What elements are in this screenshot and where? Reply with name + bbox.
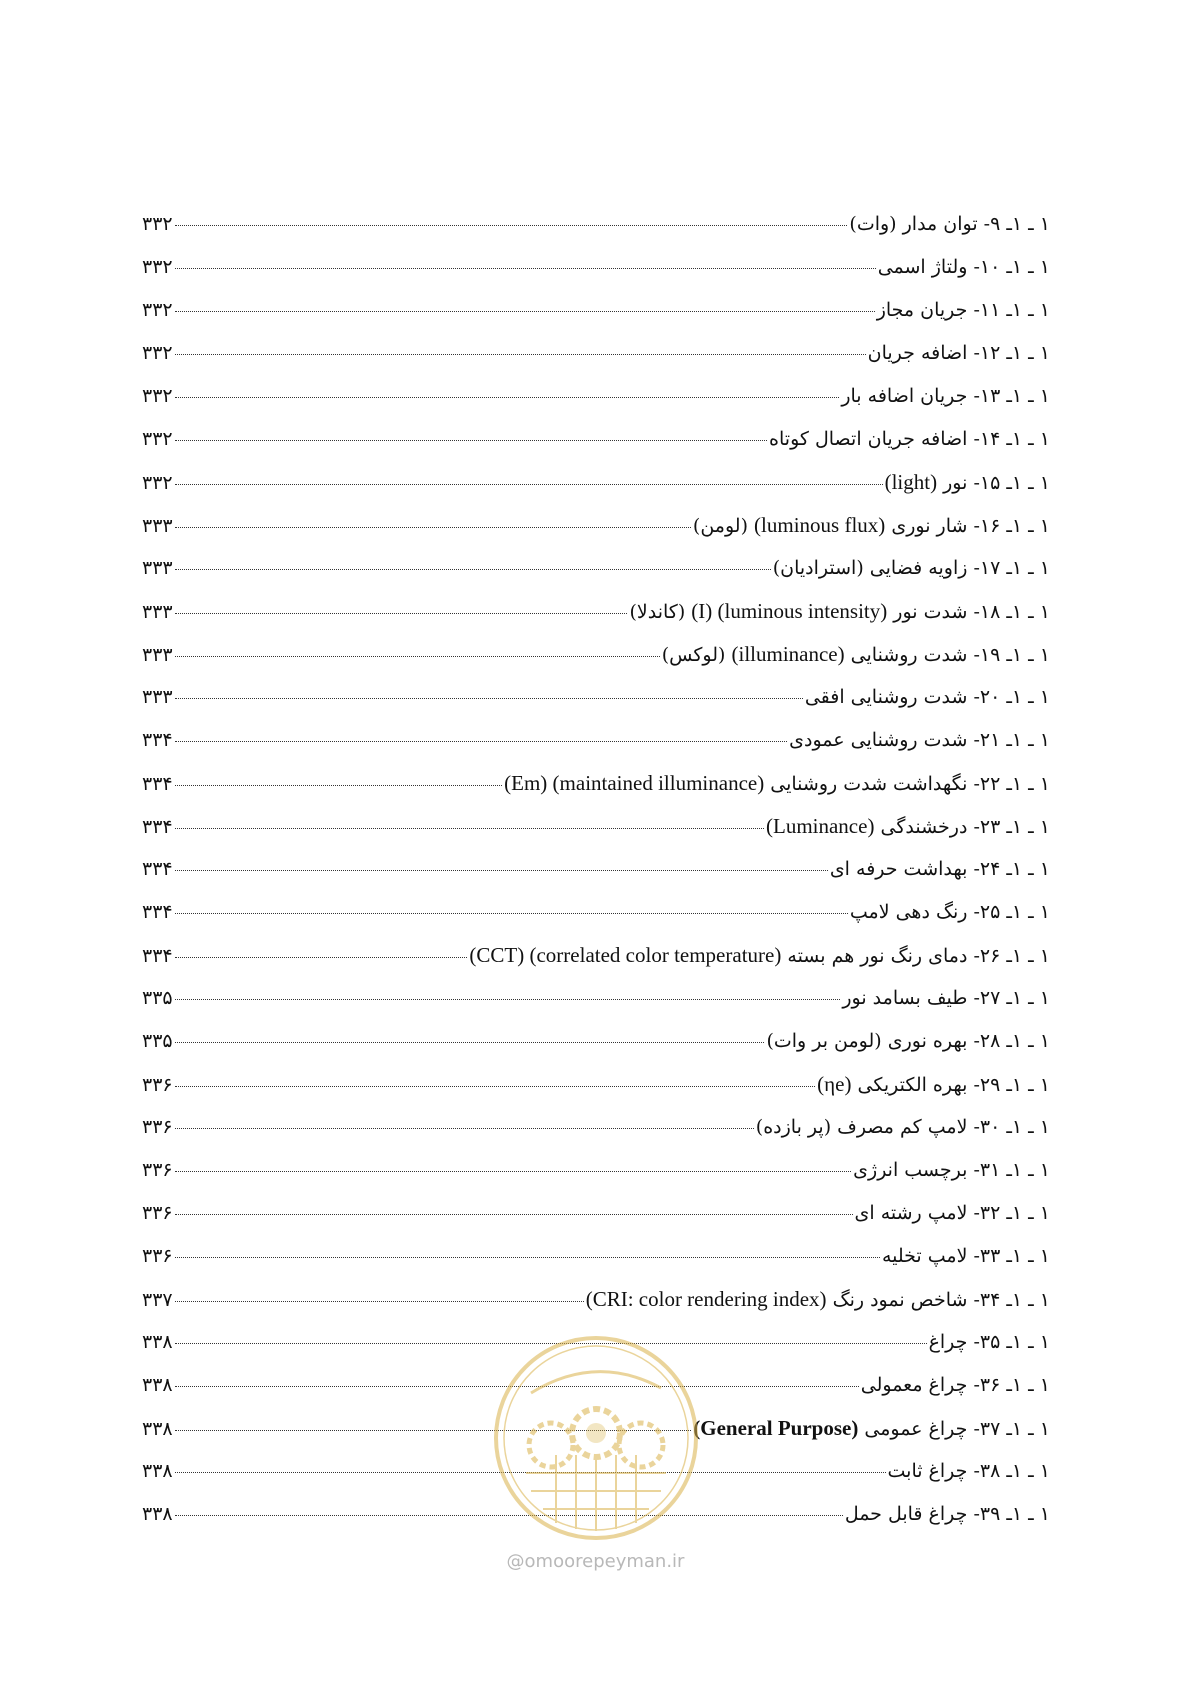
toc-dot-leader — [175, 999, 841, 1000]
toc-dot-leader — [175, 957, 468, 958]
toc-entry[interactable] — [142, 986, 1050, 1029]
toc-entry-text: ۱ ـ ۱ـ ۱۹- شدت روشنایی — [844, 644, 1050, 666]
toc-dot-leader — [175, 1257, 880, 1258]
toc-entry-title — [878, 255, 1050, 279]
toc-entry-title — [469, 943, 1050, 968]
toc-entry[interactable] — [142, 1115, 1050, 1158]
toc-entry-text: ۱ ـ ۱ـ ۲۳- درخشندگی — [874, 816, 1050, 838]
toc-page-number: ۳۳۸ — [142, 1331, 173, 1353]
toc-entry[interactable] — [142, 1287, 1050, 1330]
toc-entry[interactable] — [142, 857, 1050, 900]
toc-entry-latin-term: (light) — [884, 470, 938, 494]
toc-entry-text: ۱ ـ ۱ـ ۲۵- رنگ دهی لامپ — [849, 901, 1050, 923]
toc-dot-leader — [175, 741, 788, 742]
toc-entry-text: ۱ ـ ۱ـ ۳۹- چراغ قابل حمل — [844, 1503, 1050, 1525]
toc-entry-title — [855, 1201, 1051, 1225]
toc-entry-text: ۱ ـ ۱ـ ۱۲- اضافه جریان — [867, 342, 1050, 364]
toc-entry[interactable] — [142, 255, 1050, 298]
toc-page-number: ۳۳۲ — [142, 299, 173, 321]
toc-entry-title — [929, 1330, 1050, 1354]
toc-entry[interactable] — [142, 814, 1050, 857]
toc-entry-title — [882, 1244, 1050, 1268]
watermark-logo — [491, 1333, 701, 1543]
toc-entry-latin-term: (Luminance) — [766, 814, 875, 838]
toc-entry-title — [504, 771, 1050, 796]
toc-entry-text: ۱ ـ ۱ـ ۲۹- بهره الکتریکی — [851, 1074, 1050, 1096]
toc-entry-text: ۱ ـ ۱ـ ۲۶- دمای رنگ نور هم بسته — [781, 945, 1050, 967]
toc-dot-leader — [175, 613, 628, 614]
toc-entry-text: ۱ ـ ۱ـ ۲۲- نگهداشت شدت روشنایی — [764, 773, 1050, 795]
toc-entry[interactable] — [142, 642, 1050, 685]
toc-entry[interactable] — [142, 1201, 1050, 1244]
toc-entry-unit: (کاندلا) — [629, 601, 692, 623]
toc-entry-title — [629, 599, 1050, 624]
toc-entry[interactable] — [142, 771, 1050, 814]
toc-page-number: ۳۳۲ — [142, 256, 173, 278]
toc-entry-text: ۱ ـ ۱ـ ۲۴- بهداشت حرفه ای — [829, 858, 1050, 880]
toc-entry[interactable] — [142, 943, 1050, 986]
toc-entry-title — [850, 900, 1050, 924]
toc-entry[interactable] — [142, 1244, 1050, 1287]
toc-entry-title — [877, 298, 1050, 322]
toc-entry-text: ۱ ـ ۱ـ ۱۳- جریان اضافه بار — [841, 385, 1050, 407]
toc-entry-text: ۱ ـ ۱ـ ۳۷- چراغ عمومی — [858, 1418, 1050, 1440]
toc-entry-text: ۱ ـ ۱ـ ۱۸- شدت نور — [887, 601, 1050, 623]
toc-entry-title — [756, 1115, 1050, 1139]
toc-entry[interactable] — [142, 599, 1050, 642]
toc-entry-title — [842, 986, 1050, 1010]
toc-entry[interactable] — [142, 556, 1050, 599]
toc-entry[interactable] — [142, 728, 1050, 771]
toc-dot-leader — [175, 527, 691, 528]
toc-page-number: ۳۳۲ — [142, 472, 173, 494]
toc-entry-text: ۱ ـ ۱ـ ۳۸- چراغ ثابت — [887, 1460, 1050, 1482]
toc-page-number: ۳۳۶ — [142, 1159, 173, 1181]
toc-entry-text: ۱ ـ ۱ـ ۱۶- شار نوری — [885, 515, 1050, 537]
toc-entry-title — [830, 857, 1050, 881]
toc-page-number: ۳۳۳ — [142, 686, 173, 708]
toc-entry[interactable] — [142, 384, 1050, 427]
toc-entry-title — [805, 685, 1050, 709]
toc-page-number: ۳۳۳ — [142, 601, 173, 623]
toc-page-number: ۳۳۴ — [142, 729, 173, 751]
toc-dot-leader — [175, 656, 660, 657]
toc-entry[interactable] — [142, 1072, 1050, 1115]
toc-entry[interactable] — [142, 1029, 1050, 1072]
toc-entry-title — [773, 556, 1050, 580]
toc-entry-text: ۱ ـ ۱ـ ۲۰- شدت روشنایی افقی — [804, 686, 1050, 708]
toc-page-number: ۳۳۲ — [142, 428, 173, 450]
toc-entry-latin-term: (CRI: color rendering index) — [585, 1287, 827, 1311]
toc-entry-text: ۱ ـ ۱ـ ۱۱- جریان مجاز — [876, 299, 1050, 321]
toc-entry-latin-term: (General Purpose) — [693, 1416, 859, 1440]
toc-entry-title — [662, 642, 1050, 667]
toc-dot-leader — [175, 268, 876, 269]
toc-dot-leader — [175, 1128, 754, 1129]
toc-page-number: ۳۳۸ — [142, 1374, 173, 1396]
toc-dot-leader — [175, 397, 840, 398]
toc-page-number: ۳۳۵ — [142, 1030, 173, 1052]
toc-entry-title — [817, 1072, 1050, 1097]
toc-page-number: ۳۳۴ — [142, 901, 173, 923]
watermark-site: @omoorepeyman.ir — [506, 1551, 685, 1572]
toc-entry-title — [888, 1459, 1051, 1483]
toc-page-number: ۳۳۸ — [142, 1460, 173, 1482]
toc-entry[interactable] — [142, 1158, 1050, 1201]
toc-entry-title — [766, 814, 1050, 839]
toc-entry-title — [868, 341, 1050, 365]
toc-page-number: ۳۳۴ — [142, 773, 173, 795]
toc-entry-title — [841, 384, 1050, 408]
toc-page-number: ۳۳۲ — [142, 342, 173, 364]
toc-entry-text: ۱ ـ ۱ـ ۳۲- لامپ رشته ای — [854, 1202, 1050, 1224]
toc-entry[interactable] — [142, 470, 1050, 513]
toc-page-number: ۳۳۷ — [142, 1289, 173, 1311]
toc-page-number: ۳۳۴ — [142, 816, 173, 838]
toc-entry-latin-term: (Em) (maintained illuminance) — [504, 771, 765, 795]
toc-entry-title — [849, 212, 1050, 236]
toc-page-number: ۳۳۳ — [142, 644, 173, 666]
toc-dot-leader — [175, 311, 875, 312]
toc-page-number: ۳۳۸ — [142, 1418, 173, 1440]
toc-dot-leader — [175, 1086, 816, 1087]
toc-entry-text: ۱ ـ ۱ـ ۹- توان مدار (وات) — [849, 213, 1050, 235]
toc-entry[interactable] — [142, 341, 1050, 384]
toc-entry-title — [766, 1029, 1050, 1053]
toc-entry-title — [845, 1502, 1050, 1526]
toc-entry-title — [861, 1373, 1050, 1397]
toc-entry[interactable] — [142, 427, 1050, 470]
toc-entry-unit: (لوکس) — [661, 644, 732, 666]
toc-page-number: ۳۳۳ — [142, 515, 173, 537]
toc-entry[interactable] — [142, 685, 1050, 728]
toc-entry-text: ۱ ـ ۱ـ ۱۰- ولتاژ اسمی — [877, 256, 1050, 278]
toc-entry-latin-term: (I) (luminous intensity) — [691, 599, 888, 623]
toc-entry-text: ۱ ـ ۱ـ ۱۷- زاویه فضایی (استرادیان) — [772, 557, 1050, 579]
toc-entry-latin-term: (CCT) (correlated color temperature) — [469, 943, 782, 967]
toc-dot-leader — [175, 785, 503, 786]
toc-entry-title — [789, 728, 1050, 752]
toc-page-number: ۳۳۳ — [142, 557, 173, 579]
toc-dot-leader — [175, 870, 828, 871]
toc-entry-title — [693, 513, 1050, 538]
toc-dot-leader — [175, 440, 767, 441]
toc-entry-title — [586, 1287, 1050, 1312]
toc-dot-leader — [175, 569, 771, 570]
toc-page-number: ۳۳۸ — [142, 1503, 173, 1525]
toc-dot-leader — [175, 225, 848, 226]
toc-page-number: ۳۳۴ — [142, 858, 173, 880]
toc-entry-text: ۱ ـ ۱ـ ۱۵- نور — [937, 472, 1050, 494]
toc-page-number: ۳۳۶ — [142, 1116, 173, 1138]
toc-entry-title — [885, 470, 1050, 495]
toc-page-number: ۳۳۶ — [142, 1202, 173, 1224]
toc-page-number: ۳۳۲ — [142, 213, 173, 235]
toc-entry-title — [693, 1416, 1050, 1441]
toc-dot-leader — [175, 1171, 852, 1172]
toc-entry-latin-term: (illuminance) — [731, 642, 845, 666]
toc-dot-leader — [175, 354, 866, 355]
toc-entry[interactable] — [142, 298, 1050, 341]
toc-entry-text: ۱ ـ ۱ـ ۳۵- چراغ — [928, 1331, 1050, 1353]
toc-entry-text: ۱ ـ ۱ـ ۳۱- برچسب انرژی — [853, 1159, 1050, 1181]
toc-entry[interactable] — [142, 513, 1050, 556]
toc-entry[interactable] — [142, 212, 1050, 255]
toc-entry-title — [769, 427, 1050, 451]
toc-entry-text: ۱ ـ ۱ـ ۲۷- طیف بسامد نور — [842, 987, 1050, 1009]
toc-entry-unit: (لومن) — [692, 515, 755, 537]
toc-entry-text: ۱ ـ ۱ـ ۳۳- لامپ تخلیه — [881, 1245, 1050, 1267]
toc-page-number: ۳۳۶ — [142, 1074, 173, 1096]
toc-dot-leader — [175, 1042, 765, 1043]
toc-dot-leader — [175, 1214, 853, 1215]
toc-entry-text: ۱ ـ ۱ـ ۲۸- بهره نوری (لومن بر وات) — [766, 1030, 1050, 1052]
toc-dot-leader — [175, 698, 803, 699]
toc-page-number: ۳۳۴ — [142, 945, 173, 967]
toc-dot-leader — [175, 484, 883, 485]
toc-dot-leader — [175, 828, 764, 829]
toc-dot-leader — [175, 1301, 584, 1302]
toc-entry-title — [853, 1158, 1050, 1182]
toc-entry-text: ۱ ـ ۱ـ ۳۴- شاخص نمود رنگ — [826, 1289, 1050, 1311]
toc-entry-latin-term: (ηe) — [817, 1072, 852, 1096]
toc-entry-text: ۱ ـ ۱ـ ۳۶- چراغ معمولی — [860, 1374, 1050, 1396]
toc-entry[interactable] — [142, 900, 1050, 943]
toc-page-number: ۳۳۵ — [142, 987, 173, 1009]
toc-page-number: ۳۳۲ — [142, 385, 173, 407]
toc-dot-leader — [175, 913, 848, 914]
toc-page-number: ۳۳۶ — [142, 1245, 173, 1267]
toc-entry-text: ۱ ـ ۱ـ ۱۴- اضافه جریان اتصال کوتاه — [769, 428, 1050, 450]
toc-entry-latin-term: (luminous flux) — [754, 513, 886, 537]
toc-entry-text: ۱ ـ ۱ـ ۲۱- شدت روشنایی عمودی — [789, 729, 1050, 751]
toc-entry-text: ۱ ـ ۱ـ ۳۰- لامپ کم مصرف (پر بازده) — [755, 1116, 1050, 1138]
